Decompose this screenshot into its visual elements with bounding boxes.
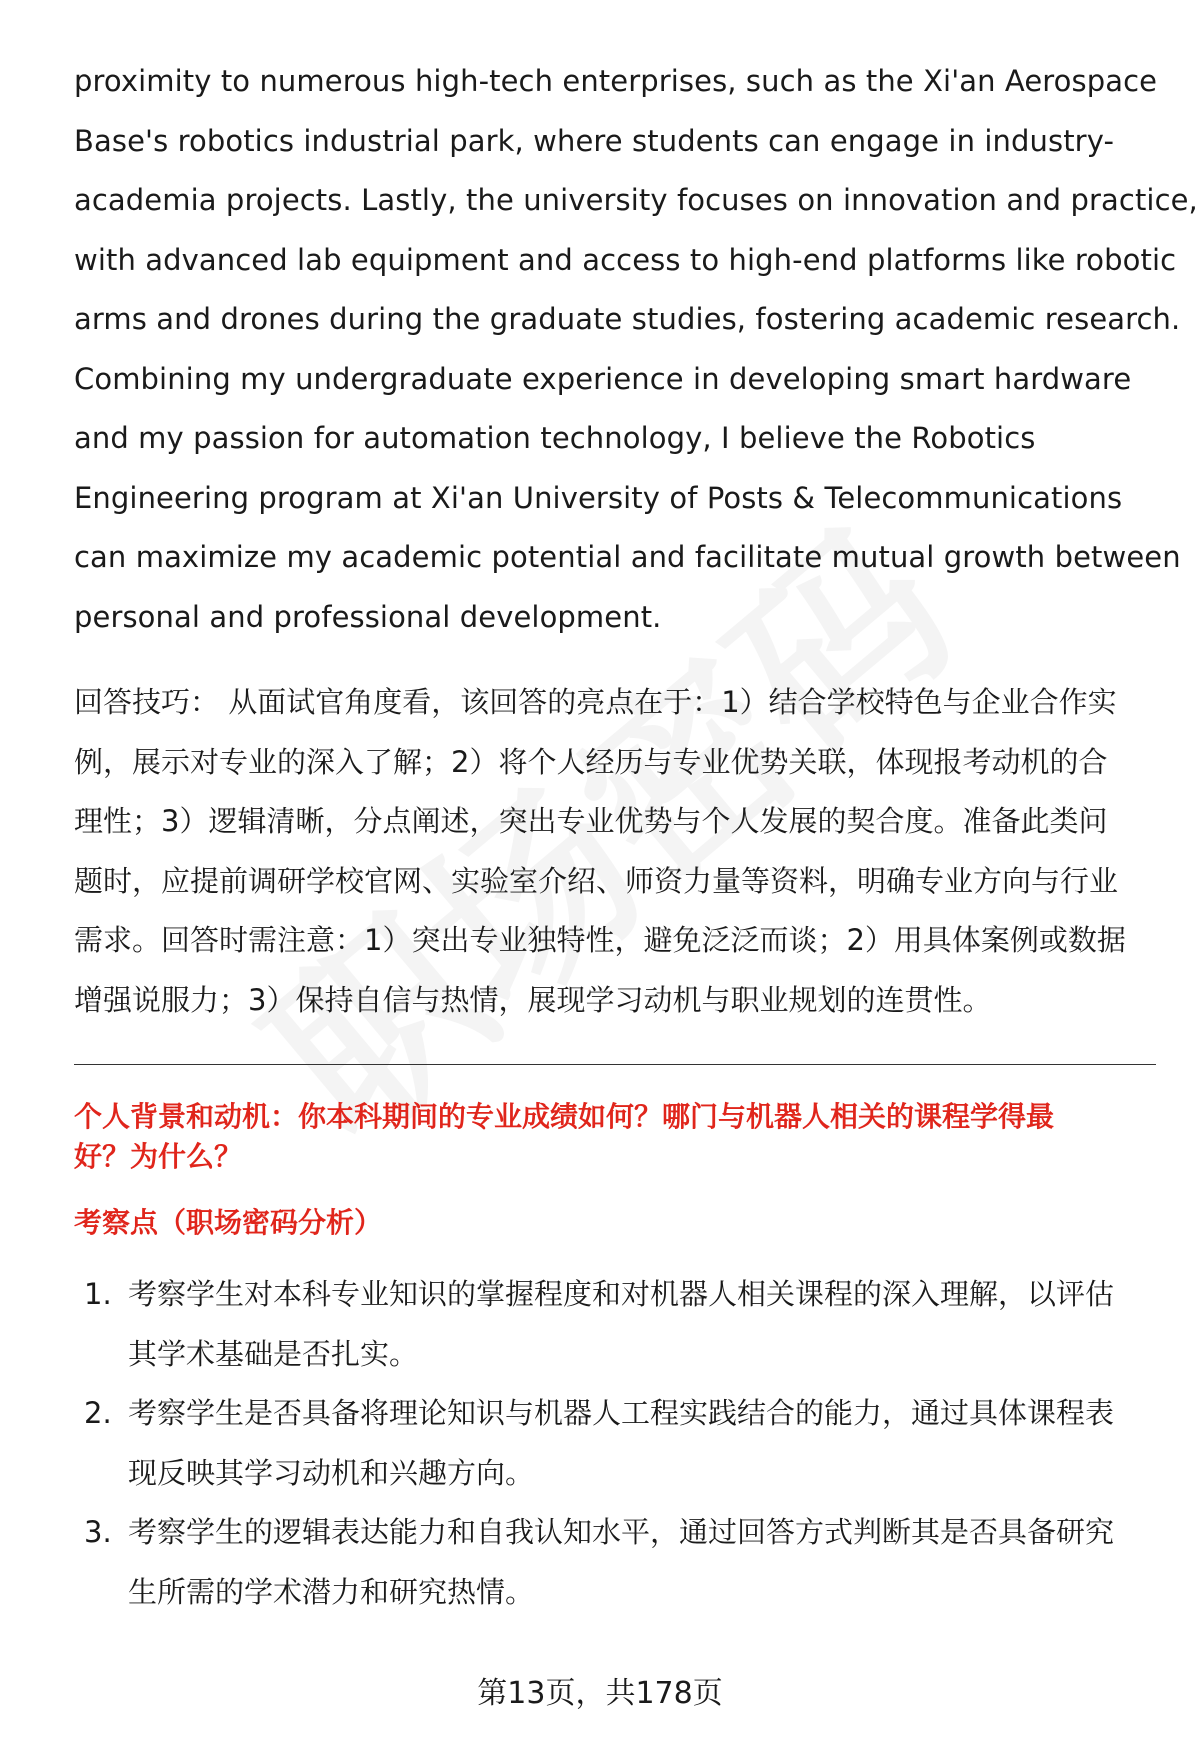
question-line: 好？为什么？ [74, 1140, 243, 1173]
page-footer: 第13页，共178页 [477, 1676, 723, 1711]
tips-line: 例，展示对专业的深入了解；2）将个人经历与专业优势关联，体现报考动机的合 [74, 744, 1108, 779]
list-item-line: 考察学生是否具备将理论知识与机器人工程实践结合的能力，通过具体课程表 [128, 1396, 1115, 1430]
list-number: 3. [84, 1515, 112, 1549]
answer-tips [74, 673, 1154, 1030]
tips-line: 题时，应提前调研学校官网、实验室介绍、师资力量等资料，明确专业方向与行业 [74, 863, 1119, 898]
question-line: 个人背景和动机：你本科期间的专业成绩如何？哪门与机器人相关的课程学得最 [74, 1100, 1055, 1133]
assessment-points-list [74, 1265, 1154, 1622]
body-line: and my passion for automation technology, I believe the Robotics [74, 421, 1036, 455]
section-divider [74, 1064, 1156, 1065]
list-number: 2. [84, 1396, 112, 1430]
body-line: Base's robotics industrial park, where students can engage in industry- [74, 123, 1115, 158]
body-line: arms and drones during the graduate studies, fostering academic research. [74, 302, 1181, 336]
list-item [74, 1265, 1154, 1384]
list-item-line: 其学术基础是否扎实。 [128, 1336, 419, 1371]
tips-line: 增强说服力；3）保持自信与热情，展现学习动机与职业规划的连贯性。 [74, 982, 992, 1017]
tips-line: 理性；3）逻辑清晰，分点阐述，突出专业优势与个人发展的契合度。准备此类问 [74, 804, 1108, 838]
list-item-line: 考察学生的逻辑表达能力和自我认知水平，通过回答方式判断其是否具备研究 [128, 1515, 1115, 1549]
body-line: personal and professional development. [74, 599, 662, 634]
question-heading [74, 1097, 1154, 1177]
list-item-line: 生所需的学术潜力和研究热情。 [128, 1574, 535, 1609]
assessment-points-heading: 考察点（职场密码分析） [74, 1206, 383, 1239]
list-item-line: 现反映其学习动机和兴趣方向。 [128, 1455, 535, 1490]
body-line: can maximize my academic potential and facilitate mutual growth between [74, 540, 1181, 574]
list-item-line: 考察学生对本科专业知识的掌握程度和对机器人相关课程的深入理解，以评估 [128, 1277, 1115, 1311]
body-line: Combining my undergraduate experience in developing smart hardware [74, 361, 1132, 396]
tips-line: 需求。回答时需注意：1）突出专业独特性，避免泛泛而谈；2）用具体案例或数据 [74, 923, 1126, 957]
body-paragraph [74, 52, 1198, 647]
body-line: proximity to numerous high-tech enterprises, such as the Xi'an Aerospace [74, 64, 1158, 98]
list-item [74, 1503, 1154, 1622]
list-number: 1. [84, 1277, 112, 1311]
body-line: Engineering program at Xi'an University of Posts & Telecommunications [74, 480, 1123, 515]
list-item [74, 1384, 1154, 1503]
document-page [74, 52, 1198, 1622]
tips-line: 回答技巧： 从面试官角度看，该回答的亮点在于：1）结合学校特色与企业合作实 [74, 685, 1117, 719]
body-line: academia projects. Lastly, the university focuses on innovation and practice, [74, 183, 1198, 217]
body-line: with advanced lab equipment and access to high-end platforms like robotic [74, 242, 1177, 277]
